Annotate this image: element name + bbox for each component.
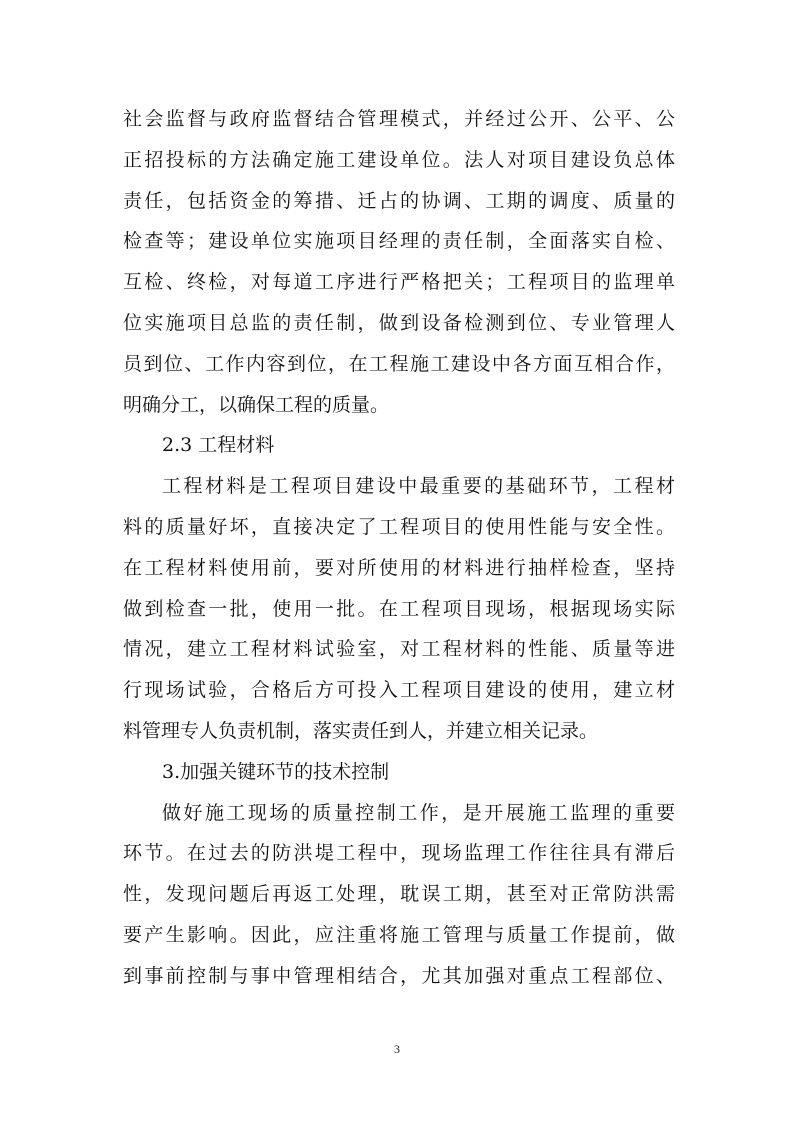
- text-line: 工程材料是工程项目建设中最重要的基础环节，工程材: [162, 475, 675, 498]
- text-line: 社会监督与政府监督结合管理模式，并经过公开、公平、公: [123, 108, 675, 130]
- text-line: 3.加强关键环节的技术控制: [162, 760, 390, 783]
- text-line: 行现场试验，合格后方可投入工程项目建设的使用，建立材: [123, 679, 675, 702]
- text-line: 料的质量好坏，直接决定了工程项目的使用性能与安全性。: [123, 515, 675, 538]
- text-line: 明确分工，以确保工程的质量。: [123, 393, 390, 416]
- text-line: 员到位、工作内容到位，在工程施工建设中各方面互相合作，: [123, 352, 675, 375]
- text-line: 2.3 工程材料: [162, 434, 275, 457]
- text-line: 要产生影响。因此，应注重将施工管理与质量工作提前，做: [123, 923, 675, 946]
- text-line: 在工程材料使用前，要对所使用的材料进行抽样检查，坚持: [123, 556, 675, 579]
- text-line: 环节。在过去的防洪堤工程中，现场监理工作往往具有滞后: [123, 842, 675, 865]
- text-line: 检查等；建设单位实施项目经理的责任制，全面落实自检、: [123, 230, 675, 253]
- text-line: 正招投标的方法确定施工建设单位。法人对项目建设负总体: [123, 148, 675, 171]
- page-number: 3: [394, 1042, 400, 1056]
- text-line: 互检、终检，对每道工序进行严格把关；工程项目的监理单: [123, 271, 675, 294]
- text-line: 责任，包括资金的筹措、迁占的协调、工期的调度、质量的: [123, 189, 675, 212]
- body-text: [123, 99, 675, 997]
- text-line: 做好施工现场的质量控制工作，是开展施工监理的重要: [162, 801, 675, 824]
- text-line: 位实施项目总监的责任制，做到设备检测到位、专业管理人: [123, 311, 675, 334]
- text-line: 做到检查一批，使用一批。在工程项目现场，根据现场实际: [123, 597, 675, 620]
- text-line: 料管理专人负责机制，落实责任到人，并建立相关记录。: [123, 719, 599, 742]
- text-line: 到事前控制与事中管理相结合，尤其加强对重点工程部位、: [123, 964, 675, 987]
- text-line: 情况，建立工程材料试验室，对工程材料的性能、质量等进: [123, 638, 675, 661]
- text-line: 性，发现问题后再返工处理，耽误工期，甚至对正常防洪需: [123, 883, 675, 906]
